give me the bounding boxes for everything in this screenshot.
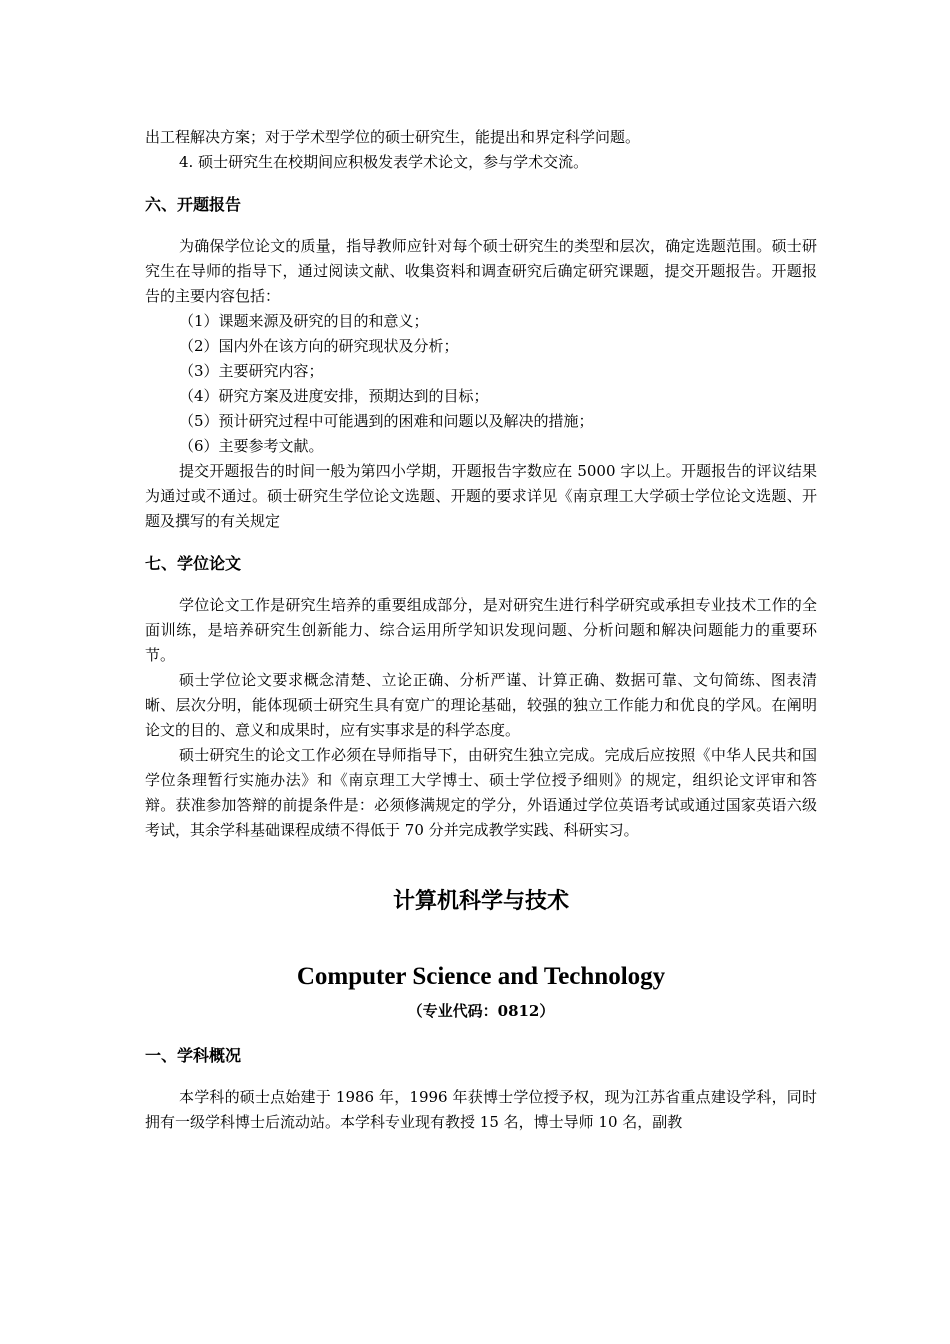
paragraph-6-1: 为确保学位论文的质量，指导教师应针对每个硕士研究生的类型和层次，确定选题范围。硕士研究生在导师的指导下，通过阅读文献、收集资料和调查研究后确定研究课题，提交开题报告。开题报告的主要内容包括：	[145, 237, 817, 305]
paragraph-6-2: 提交开题报告的时间一般为第四小学期，开题报告字数应在 5000 字以上。开题报告的评议结果为通过或不通过。硕士研究生学位论文选题、开题的要求详见《南京理工大学硕士学位论文选题、开题及撰写的有关规定	[145, 462, 817, 530]
section-heading-1: 一、学科概况	[145, 1046, 242, 1065]
paragraph-7-2: 硕士学位论文要求概念清楚、立论正确、分析严谨、计算正确、数据可靠、文句简练、图表清晰、层次分明，能体现硕士研究生具有宽广的理论基础，较强的独立工作能力和优良的学风。在阐明论文的目的、意义和成果时，应有实事求是的科学态度。	[145, 671, 817, 739]
section-heading-7: 七、学位论文	[145, 554, 242, 573]
program-title-english: Computer Science and Technology	[296, 963, 666, 990]
paragraph-1-1: 本学科的硕士点始建于 1986 年，1996 年获博士学位授予权，现为江苏省重点建设学科，同时拥有一级学科博士后流动站。本学科专业现有教授 15 名，博士导师 10 名，副教	[145, 1088, 817, 1131]
document-page	[145, 118, 817, 1135]
list-item: （1）课题来源及研究的目的和意义；	[179, 312, 429, 330]
list-item: （3）主要研究内容；	[179, 362, 324, 380]
list-item: （5）预计研究过程中可能遇到的困难和问题以及解决的措施；	[179, 412, 594, 430]
section-heading-6: 六、开题报告	[145, 195, 242, 214]
paragraph-7-3: 硕士研究生的论文工作必须在导师指导下，由研究生独立完成。完成后应按照《中华人民共和国学位条理暂行实施办法》和《南京理工大学博士、硕士学位授予细则》的规定，组织论文评审和答辩。获准参加答辩的前提条件是：必须修满规定的学分，外语通过学位英语考试或通过国家英语六级考试，其余学科基础课程成绩不得低于 70 分并完成教学实践、科研实习。	[145, 746, 817, 839]
list-item-4: 4. 硕士研究生在校期间应积极发表学术论文，参与学术交流。	[179, 153, 589, 171]
paragraph-7-1: 学位论文工作是研究生培养的重要组成部分，是对研究生进行科学研究或承担专业技术工作的全面训练，是培养研究生创新能力、综合运用所学知识发现问题、分析问题和解决问题能力的重要环节。	[145, 596, 817, 664]
program-title-chinese: 计算机科学与技术	[392, 889, 569, 914]
list-item: （6）主要参考文献。	[179, 437, 324, 455]
list-item: （4）研究方案及进度安排，预期达到的目标；	[179, 387, 489, 405]
continued-line: 出工程解决方案；对于学术型学位的硕士研究生，能提出和界定科学问题。	[145, 128, 641, 146]
program-code: （专业代码：0812）	[407, 1002, 555, 1020]
list-item: （2）国内外在该方向的研究现状及分析；	[179, 337, 459, 355]
